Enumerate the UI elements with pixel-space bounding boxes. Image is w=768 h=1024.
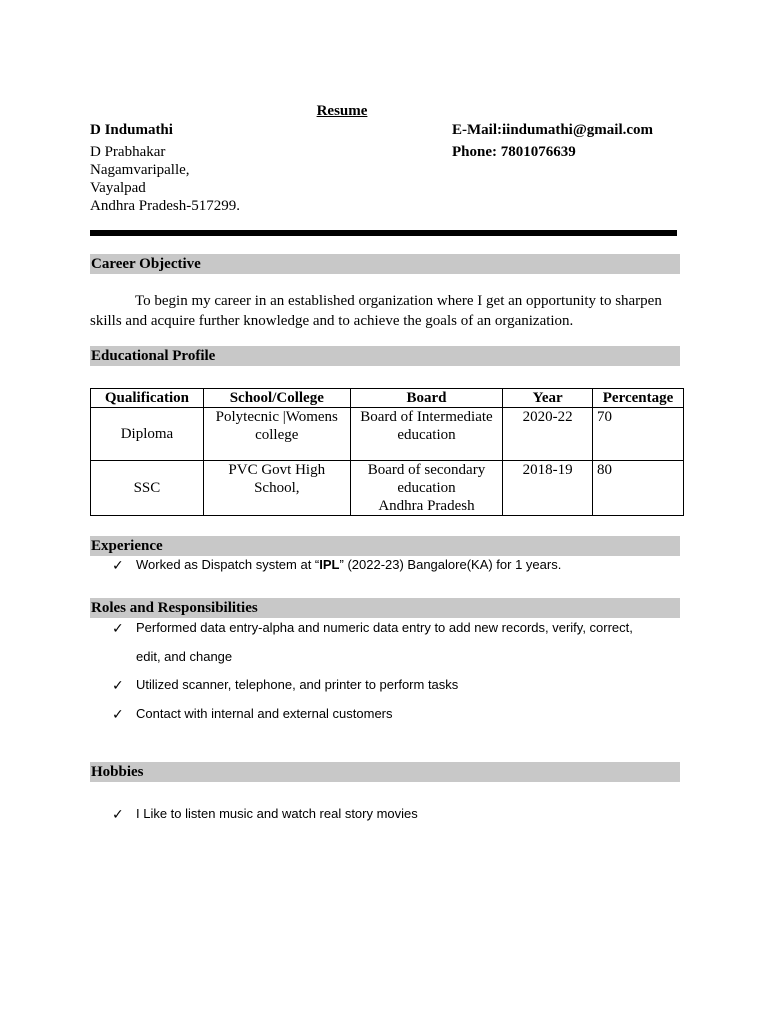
cell-line: PVC Govt High	[228, 462, 326, 478]
list-item-continuation	[112, 649, 682, 667]
checkmark-icon: ✓	[112, 557, 124, 573]
role-item-text: Performed data entry-alpha and numeric data entry to add new records, verify, correct,	[136, 620, 633, 635]
list-item	[112, 620, 682, 638]
table-row	[91, 461, 684, 516]
hobby-item-text: I Like to listen music and watch real story movies	[136, 806, 418, 821]
school-cell	[203, 461, 350, 516]
address-line: D Prabhakar	[90, 144, 166, 160]
list-item	[112, 806, 682, 824]
percentage-cell: 70	[593, 408, 684, 461]
list-item	[112, 706, 682, 724]
company-name: IPL	[319, 557, 340, 572]
phone-line: Phone: 7801076639	[452, 144, 576, 160]
checkmark-icon: ✓	[112, 677, 124, 693]
education-heading: Educational Profile	[90, 346, 680, 366]
address-line: Vayalpad	[90, 180, 146, 196]
header-divider	[90, 230, 677, 236]
applicant-name: D Indumathi	[90, 122, 173, 138]
qualification-cell: SSC	[91, 461, 204, 516]
checkmark-icon: ✓	[112, 806, 124, 822]
column-header: Percentage	[593, 389, 684, 408]
career-objective-heading: Career Objective	[90, 254, 680, 274]
roles-heading: Roles and Responsibilities	[90, 598, 680, 618]
column-header: Qualification	[91, 389, 204, 408]
list-item	[112, 557, 672, 575]
checkmark-icon: ✓	[112, 706, 124, 722]
cell-line: college	[255, 427, 299, 443]
document-title: Resume	[316, 103, 368, 119]
experience-heading: Experience	[90, 536, 680, 556]
cell-line: education	[397, 480, 456, 496]
table-row	[91, 408, 684, 461]
table-header-row	[91, 389, 684, 408]
role-item-text: Contact with internal and external customers	[136, 706, 393, 721]
education-table	[90, 388, 684, 516]
column-header: School/College	[203, 389, 350, 408]
address-line: Andhra Pradesh-517299.	[90, 198, 240, 214]
checkmark-icon: ✓	[112, 620, 124, 636]
hobbies-heading: Hobbies	[90, 762, 680, 782]
email-line: E-Mail:iindumathi@gmail.com	[452, 122, 654, 138]
role-item-text: Utilized scanner, telephone, and printer to perform tasks	[136, 677, 459, 692]
board-cell	[350, 461, 503, 516]
qualification-cell: Diploma	[91, 408, 204, 461]
board-cell	[350, 408, 503, 461]
cell-line: Polytecnic |Womens	[215, 409, 338, 425]
role-item-text: edit, and change	[136, 649, 233, 664]
year-cell: 2020-22	[503, 408, 593, 461]
cell-line: education	[397, 427, 456, 443]
cell-line: Andhra Pradesh	[378, 498, 475, 514]
address-line: Nagamvaripalle,	[90, 162, 190, 178]
text-fragment: Worked as Dispatch system at “	[136, 557, 320, 572]
career-objective-text: To begin my career in an established organization where I get an opportunity to sharpen skills and acquire further knowledge and to achieve the goals of an organization.	[90, 293, 662, 329]
cell-line: School,	[254, 480, 300, 496]
list-item	[112, 677, 682, 695]
year-cell: 2018-19	[503, 461, 593, 516]
experience-item-text	[136, 557, 561, 572]
column-header: Year	[503, 389, 593, 408]
column-header: Board	[350, 389, 503, 408]
school-cell	[203, 408, 350, 461]
cell-line: Board of secondary	[367, 462, 486, 478]
text-fragment: ” (2022-23) Bangalore(KA) for 1 years.	[339, 557, 562, 572]
percentage-cell: 80	[593, 461, 684, 516]
cell-line: Board of Intermediate	[360, 409, 493, 425]
